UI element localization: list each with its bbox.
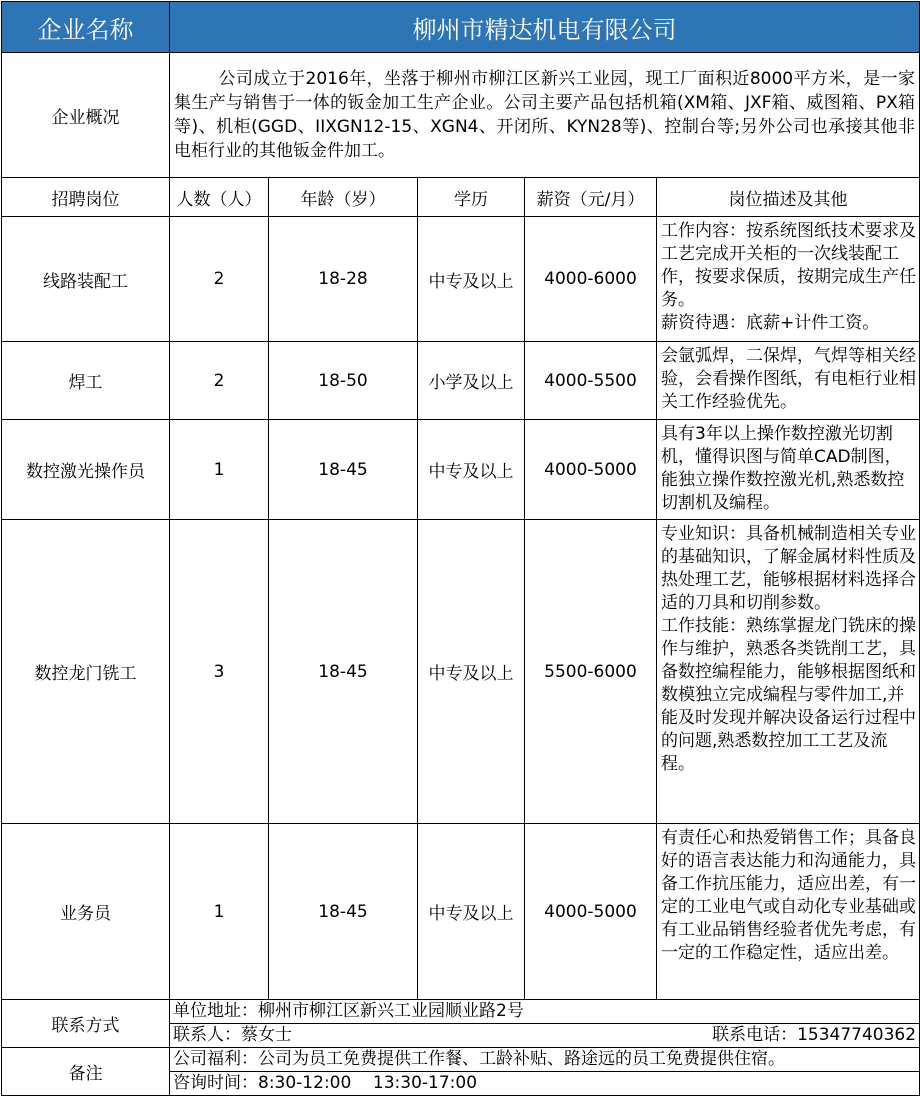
col-count: 人数（人）	[170, 178, 269, 217]
job-education: 中专及以上	[418, 520, 525, 824]
job-education: 中专及以上	[418, 217, 525, 342]
notes-row-benefits	[2, 1048, 920, 1072]
col-description: 岗位描述及其他	[657, 178, 920, 217]
job-position: 线路装配工	[2, 217, 170, 342]
job-position: 数控龙门铣工	[2, 520, 170, 824]
job-description: 工作内容：按系统图纸技术要求及工艺完成开关柜的一次线装配工作，按要求保质，按期完成生产任务。 薪资待遇：底薪+计件工资。	[657, 217, 920, 342]
job-age: 18-50	[269, 342, 418, 420]
job-count: 3	[170, 520, 269, 824]
job-salary: 5500-6000	[525, 520, 657, 824]
job-salary: 4000-6000	[525, 217, 657, 342]
table-row	[2, 824, 920, 1000]
job-position: 数控激光操作员	[2, 420, 170, 520]
table-row	[2, 420, 920, 520]
overview-label: 企业概况	[2, 53, 170, 178]
contact-phone: 联系电话：15347740362	[712, 1025, 917, 1045]
job-description: 会氩弧焊，二保焊，气焊等相关经验，会看操作图纸，有电柜行业相关工作经验优先。	[657, 342, 920, 420]
overview-row	[2, 53, 920, 178]
job-salary: 4000-5000	[525, 420, 657, 520]
company-name: 柳州市精达机电有限公司	[170, 2, 920, 53]
job-age: 18-28	[269, 217, 418, 342]
col-education: 学历	[418, 178, 525, 217]
contact-address: 单位地址：柳州市柳江区新兴工业园顺业路2号	[170, 1000, 920, 1024]
column-header-row	[2, 178, 920, 217]
job-age: 18-45	[269, 420, 418, 520]
job-count: 1	[170, 824, 269, 1000]
table-row	[2, 217, 920, 342]
overview-text-cell	[170, 53, 920, 178]
job-education: 小学及以上	[418, 342, 525, 420]
job-description: 有责任心和热爱销售工作；具备良好的语言表达能力和沟通能力，具备工作抗压能力，适应出差，有一定的工业电气或自动化专业基础或有工业品销售经验者优先考虑，有一定的工作稳定性，适应出差。	[657, 824, 920, 1000]
notes-label: 备注	[2, 1048, 170, 1096]
contact-label: 联系方式	[2, 1000, 170, 1048]
job-age: 18-45	[269, 824, 418, 1000]
overview-text: 公司成立于2016年，坐落于柳州市柳江区新兴工业园，现工厂面积近8000平方米，是一家集生产与销售于一体的钣金加工生产企业。公司主要产品包括机箱(XM箱、JXF箱、威图箱、PX箱等)、机柜(GGD、IIXGN12-15、XGN4、开闭所、KYN28等)、控制台等;另外公司也承接其他非电柜行业的其他钣金件加工。	[174, 69, 916, 161]
job-position: 焊工	[2, 342, 170, 420]
table-row	[2, 520, 920, 824]
notes-benefits: 公司福利：公司为员工免费提供工作餐、工龄补贴、路途远的员工免费提供住宿。	[170, 1048, 920, 1072]
table-row	[2, 342, 920, 420]
job-description: 专业知识：具备机械制造相关专业的基础知识，了解金属材料性质及热处理工艺，能够根据材料选择合适的刀具和切削参数。 工作技能：熟练掌握龙门铣床的操作与维护，熟悉各类铣削工艺，具备数控编程能力，能够根据图纸和数模独立完成编程与零件加工,并能及时发现并解决设备运行过程中的问题,熟悉数控加工工艺及流程。	[657, 520, 920, 824]
job-education: 中专及以上	[418, 824, 525, 1000]
job-description: 具有3年以上操作数控激光切割机，懂得识图与简单CAD制图，能独立操作数控激光机,熟悉数控切割机及编程。	[657, 420, 920, 520]
col-age: 年龄（岁）	[269, 178, 418, 217]
notes-hours: 咨询时间：8:30-12:00 13:30-17:00	[170, 1072, 920, 1096]
contact-row-address	[2, 1000, 920, 1024]
contact-person: 联系人：蔡女士	[173, 1025, 292, 1045]
job-salary: 4000-5500	[525, 342, 657, 420]
job-count: 1	[170, 420, 269, 520]
job-salary: 4000-5000	[525, 824, 657, 1000]
job-count: 2	[170, 342, 269, 420]
job-age: 18-45	[269, 520, 418, 824]
contact-person-cell	[170, 1024, 920, 1048]
col-position: 招聘岗位	[2, 178, 170, 217]
header-row	[2, 2, 920, 53]
job-count: 2	[170, 217, 269, 342]
job-education: 中专及以上	[418, 420, 525, 520]
job-position: 业务员	[2, 824, 170, 1000]
company-name-label: 企业名称	[2, 2, 170, 53]
recruitment-table	[1, 1, 920, 1096]
col-salary: 薪资（元/月）	[525, 178, 657, 217]
